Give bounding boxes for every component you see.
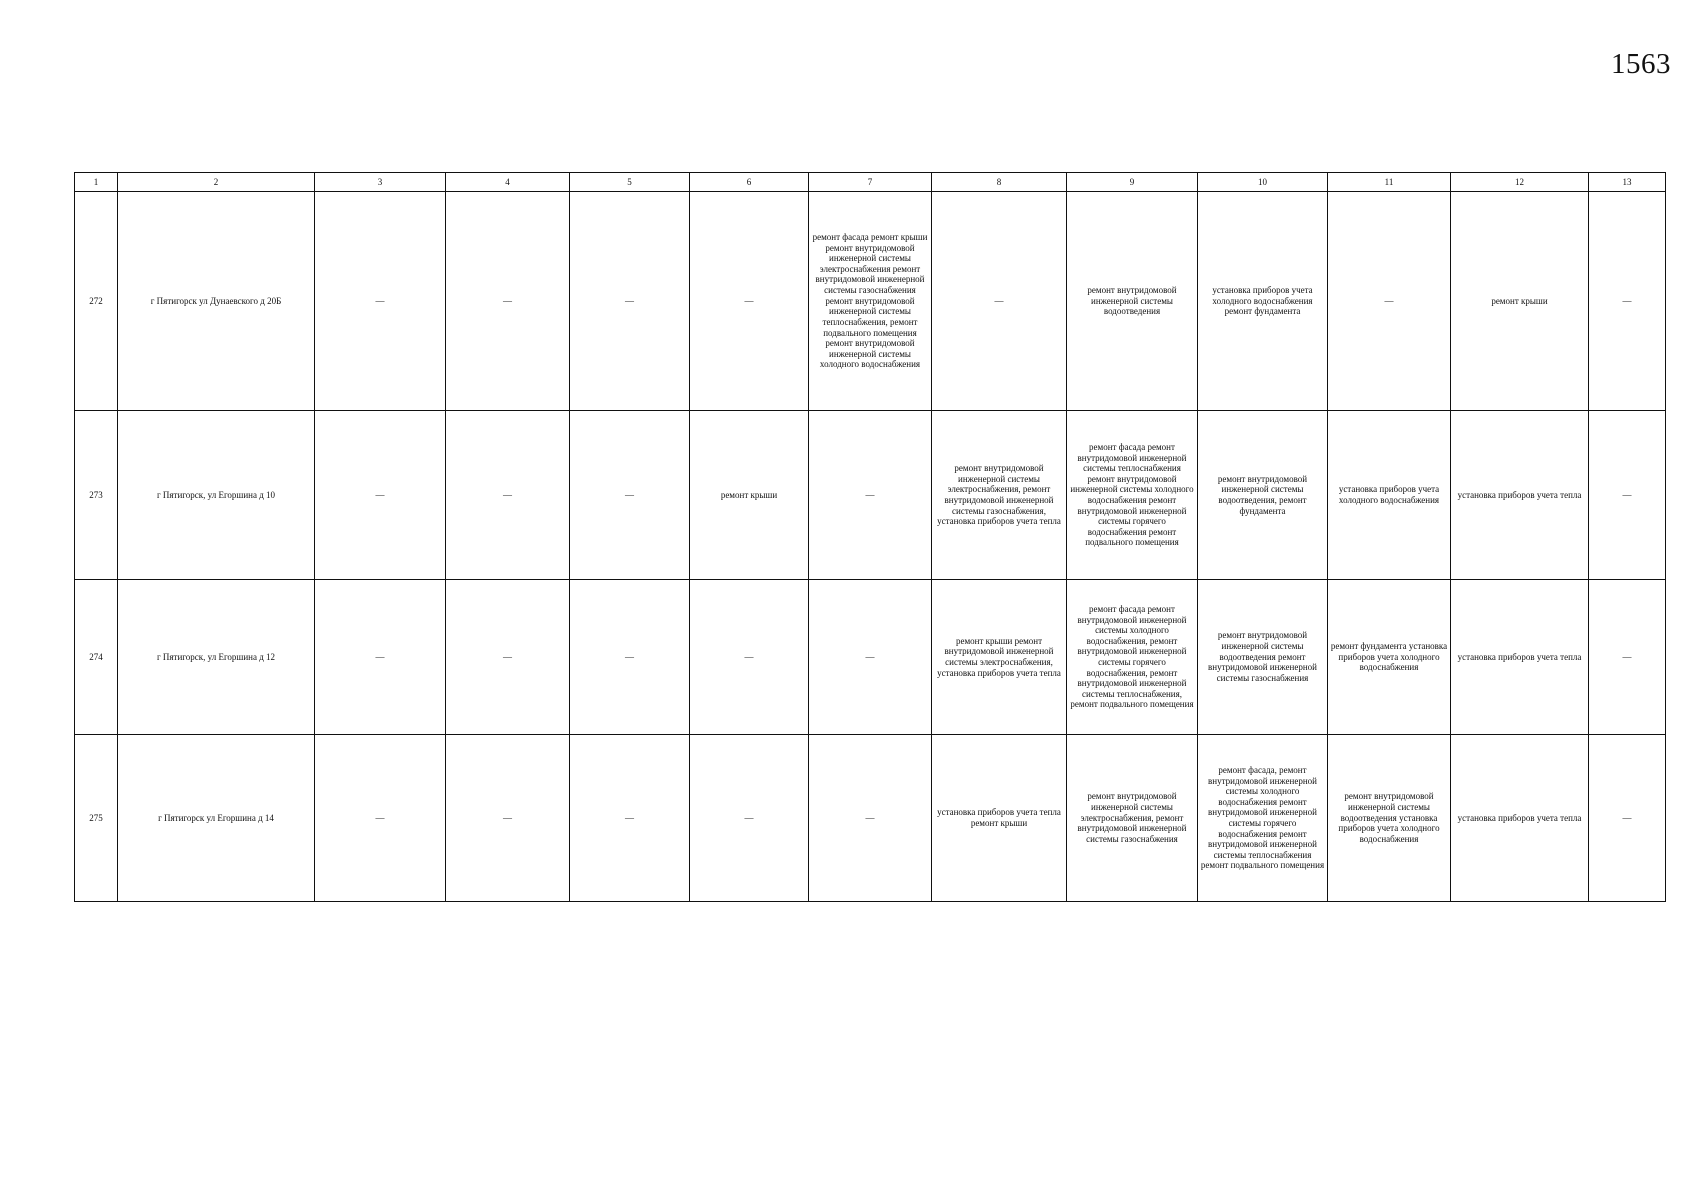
cell-col-10: ремонт внутридомовой инженерной системы водоотведения ремонт внутридомовой инженерной системы газоснабжения — [1198, 580, 1328, 735]
cell-col-4: — — [446, 580, 570, 735]
cell-col-7: — — [809, 411, 932, 580]
row-number: 275 — [75, 735, 118, 902]
cell-col-4: — — [446, 411, 570, 580]
cell-col-9: ремонт внутридомовой инженерной системы электроснабжения, ремонт внутридомовой инженерной системы газоснабжения — [1067, 735, 1198, 902]
cell-col-6: ремонт крыши — [690, 411, 809, 580]
cell-col-5: — — [570, 192, 690, 411]
row-number: 274 — [75, 580, 118, 735]
cell-col-10: ремонт фасада, ремонт внутридомовой инженерной системы холодного водоснабжения ремонт внутридомовой инженерной системы горячего водоснабжения ремонт внутридомовой инженерной системы теплоснабжения ремонт подвального помещения — [1198, 735, 1328, 902]
repair-schedule-table — [74, 172, 1666, 902]
cell-col-9: ремонт фасада ремонт внутридомовой инженерной системы холодного водоснабжения, ремонт внутридомовой инженерной системы горячего водоснабжения, ремонт внутридомовой инженерной системы теплоснабжения, ремонт подвального помещения — [1067, 580, 1198, 735]
cell-col-5: — — [570, 411, 690, 580]
cell-col-7: ремонт фасада ремонт крыши ремонт внутридомовой инженерной системы электроснабжения ремонт внутридомовой инженерной системы газоснабжения ремонт внутридомовой инженерной системы теплоснабжения, ремонт подвального помещения ремонт внутридомовой инженерной системы холодного водоснабжения — [809, 192, 932, 411]
cell-col-8: ремонт внутридомовой инженерной системы электроснабжения, ремонт внутридомовой инженерной системы газоснабжения, установка приборов учета тепла — [932, 411, 1067, 580]
cell-col-11: — — [1328, 192, 1451, 411]
address-cell: г Пятигорск ул Дунаевского д 20Б — [118, 192, 315, 411]
cell-col-11: установка приборов учета холодного водоснабжения — [1328, 411, 1451, 580]
cell-col-7: — — [809, 735, 932, 902]
cell-col-11: ремонт внутридомовой инженерной системы водоотведения установка приборов учета холодного водоснабжения — [1328, 735, 1451, 902]
cell-col-13: — — [1589, 735, 1666, 902]
cell-col-3: — — [315, 411, 446, 580]
cell-col-11: ремонт фундамента установка приборов учета холодного водоснабжения — [1328, 580, 1451, 735]
col-header-1: 1 — [75, 173, 118, 192]
cell-col-12: установка приборов учета тепла — [1451, 735, 1589, 902]
col-header-3: 3 — [315, 173, 446, 192]
cell-col-8: ремонт крыши ремонт внутридомовой инженерной системы электроснабжения, установка приборов учета тепла — [932, 580, 1067, 735]
cell-col-13: — — [1589, 411, 1666, 580]
cell-col-10: ремонт внутридомовой инженерной системы водоотведения, ремонт фундамента — [1198, 411, 1328, 580]
cell-col-12: установка приборов учета тепла — [1451, 411, 1589, 580]
col-header-4: 4 — [446, 173, 570, 192]
table-row — [75, 580, 1666, 735]
cell-col-5: — — [570, 580, 690, 735]
col-header-11: 11 — [1328, 173, 1451, 192]
cell-col-4: — — [446, 192, 570, 411]
row-number: 272 — [75, 192, 118, 411]
header-row — [75, 173, 1666, 192]
cell-col-13: — — [1589, 192, 1666, 411]
cell-col-6: — — [690, 580, 809, 735]
cell-col-5: — — [570, 735, 690, 902]
cell-col-12: ремонт крыши — [1451, 192, 1589, 411]
table-row — [75, 735, 1666, 902]
table-row — [75, 192, 1666, 411]
col-header-12: 12 — [1451, 173, 1589, 192]
col-header-7: 7 — [809, 173, 932, 192]
cell-col-3: — — [315, 735, 446, 902]
table-row — [75, 411, 1666, 580]
col-header-5: 5 — [570, 173, 690, 192]
cell-col-6: — — [690, 735, 809, 902]
cell-col-3: — — [315, 580, 446, 735]
address-cell: г Пятигорск, ул Егоршина д 12 — [118, 580, 315, 735]
cell-col-7: — — [809, 580, 932, 735]
col-header-10: 10 — [1198, 173, 1328, 192]
col-header-2: 2 — [118, 173, 315, 192]
col-header-9: 9 — [1067, 173, 1198, 192]
cell-col-9: ремонт внутридомовой инженерной системы водоотведения — [1067, 192, 1198, 411]
cell-col-3: — — [315, 192, 446, 411]
address-cell: г Пятигорск, ул Егоршина д 10 — [118, 411, 315, 580]
cell-col-9: ремонт фасада ремонт внутридомовой инженерной системы теплоснабжения ремонт внутридомовой инженерной системы холодного водоснабжения ремонт внутридомовой инженерной системы горячего водоснабжения ремонт подвального помещения — [1067, 411, 1198, 580]
cell-col-10: установка приборов учета холодного водоснабжения ремонт фундамента — [1198, 192, 1328, 411]
cell-col-13: — — [1589, 580, 1666, 735]
page-number: 1563 — [1611, 48, 1671, 80]
address-cell: г Пятигорск ул Егоршина д 14 — [118, 735, 315, 902]
cell-col-8: — — [932, 192, 1067, 411]
col-header-8: 8 — [932, 173, 1067, 192]
cell-col-8: установка приборов учета тепла ремонт крыши — [932, 735, 1067, 902]
col-header-13: 13 — [1589, 173, 1666, 192]
cell-col-4: — — [446, 735, 570, 902]
col-header-6: 6 — [690, 173, 809, 192]
cell-col-12: установка приборов учета тепла — [1451, 580, 1589, 735]
cell-col-6: — — [690, 192, 809, 411]
row-number: 273 — [75, 411, 118, 580]
